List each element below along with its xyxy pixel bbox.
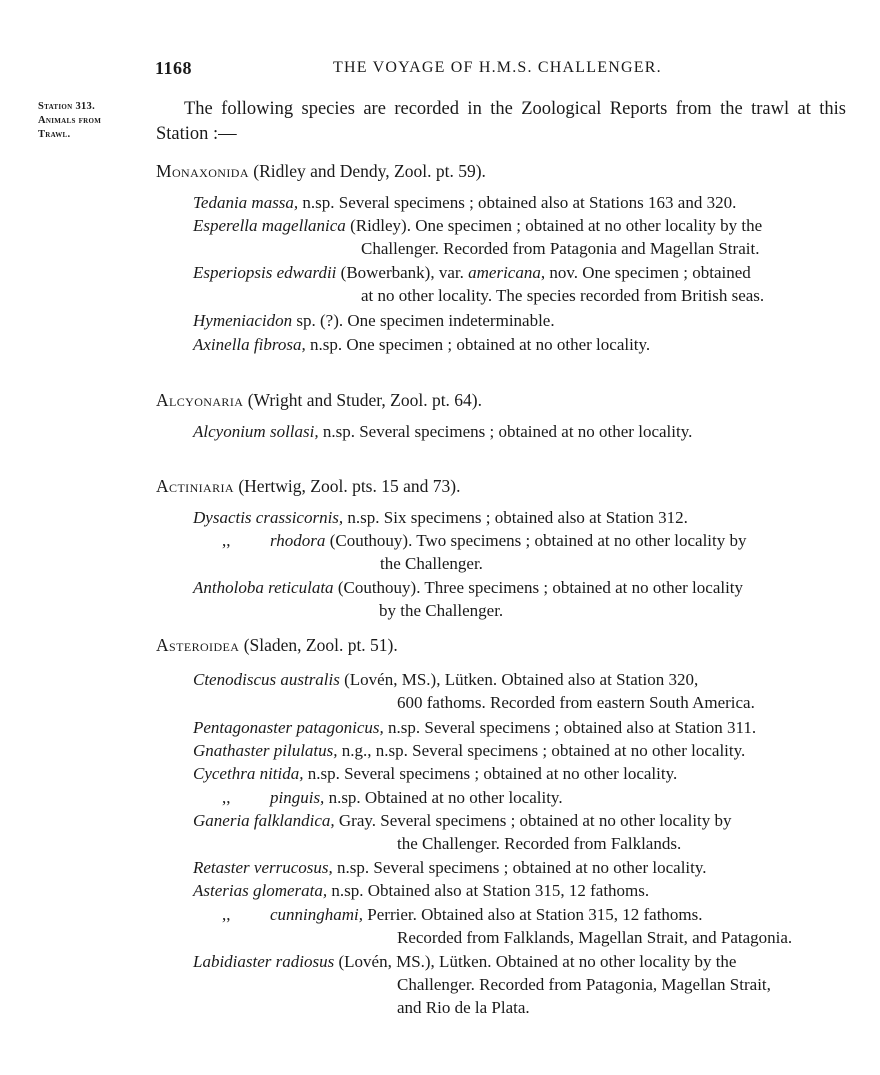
species-entry — [193, 950, 841, 1019]
species-note: n.sp. Several specimens ; obtained also at Station 311. — [383, 718, 757, 737]
species-entry — [193, 420, 841, 443]
species-note: (Lovén, MS.), Lütken. Obtained also at Station 320, — [339, 670, 699, 689]
species-name: Hymeniacidon — [193, 311, 293, 330]
species-note: n.sp. Several specimens ; obtained at no other locality. — [303, 764, 678, 783]
section-name: Actiniaria — [156, 476, 234, 496]
species-note: n.sp. One specimen ; obtained at no other locality. — [305, 335, 651, 354]
species-note-continuation: Challenger. Recorded from Patagonia and Magellan Strait. — [361, 239, 760, 258]
section-heading-actiniaria — [156, 475, 460, 498]
margin-note — [38, 100, 148, 142]
species-entry — [193, 856, 841, 879]
species-entry — [193, 716, 841, 739]
section-reference: (Hertwig, Zool. pts. 15 and 73). — [233, 476, 461, 496]
ditto-mark: ,, — [222, 788, 231, 807]
species-name: Retaster verrucosus, — [193, 858, 333, 877]
species-entry — [193, 214, 841, 260]
species-note: n.sp. Obtained at no other locality. — [324, 788, 563, 807]
species-note: (Lovén, MS.), Lütken. Obtained at no other locality by the — [334, 952, 737, 971]
species-name: Ganeria falklandica, — [193, 811, 335, 830]
species-entry — [193, 762, 841, 785]
species-note-continuation: at no other locality. The species recorded from British seas. — [361, 286, 765, 305]
species-note: , nov. One specimen ; obtained — [540, 263, 751, 282]
species-name: Pentagonaster patagonicus, — [193, 718, 384, 737]
species-note: (Couthouy). Two specimens ; obtained at no other locality by — [325, 531, 747, 550]
species-name: Ctenodiscus australis — [193, 670, 340, 689]
species-name: Dysactis crassicornis, — [193, 508, 344, 527]
species-note: n.sp. Several specimens ; obtained at no other locality. — [332, 858, 707, 877]
species-entry — [193, 261, 841, 307]
species-name: Esperella magellanica — [193, 216, 346, 235]
species-entry — [222, 529, 841, 575]
species-note-continuation: Challenger. Recorded from Patagonia, Magellan Strait, — [397, 975, 771, 994]
species-note: (Bowerbank), var. — [336, 263, 469, 282]
species-note: n.sp. Several specimens ; obtained at no other locality. — [318, 422, 693, 441]
species-note: n.g., n.sp. Several specimens ; obtained at no other locality. — [337, 741, 746, 760]
species-note: n.sp. Several specimens ; obtained also at Stations 163 and 320. — [298, 193, 737, 212]
species-note: Gray. Several specimens ; obtained at no other locality by — [334, 811, 732, 830]
section-heading-asteroidea — [156, 634, 398, 657]
ditto-mark: ,, — [222, 905, 231, 924]
section-reference: (Ridley and Dendy, Zool. pt. 59). — [248, 161, 486, 181]
margin-note-line: Trawl. — [38, 129, 71, 140]
species-entry — [193, 191, 841, 214]
section-name: Monaxonida — [156, 161, 249, 181]
margin-note-line: Animals from — [38, 115, 102, 126]
species-note: (Ridley). One specimen ; obtained at no other locality by the — [345, 216, 763, 235]
species-name: Esperiopsis edwardii — [193, 263, 337, 282]
species-name: rhodora — [270, 531, 326, 550]
species-note: n.sp. Six specimens ; obtained also at Station 312. — [343, 508, 688, 527]
species-name: pinguis, — [270, 788, 325, 807]
species-entry — [193, 333, 841, 356]
species-name: Cycethra nitida, — [193, 764, 304, 783]
species-name: Alcyonium sollasi, — [193, 422, 319, 441]
species-entry — [193, 576, 841, 622]
species-note-continuation: the Challenger. — [380, 554, 483, 573]
species-name: Axinella fibrosa, — [193, 335, 306, 354]
species-note-continuation: the Challenger. Recorded from Falklands. — [397, 834, 682, 853]
page-number: 1168 — [155, 58, 193, 78]
ditto-mark: ,, — [222, 531, 231, 550]
species-entry — [193, 809, 841, 855]
species-name: Antholoba reticulata — [193, 578, 334, 597]
species-note-continuation: by the Challenger. — [379, 601, 504, 620]
species-entry — [222, 786, 841, 809]
species-name: Labidiaster radiosus — [193, 952, 335, 971]
species-entry — [193, 739, 841, 762]
variety-name: americana — [468, 263, 541, 282]
section-heading-alcyonaria — [156, 389, 482, 412]
species-name: cunninghami, — [270, 905, 364, 924]
species-note: (Couthouy). Three specimens ; obtained at no other locality — [333, 578, 744, 597]
species-name: Gnathaster pilulatus, — [193, 741, 338, 760]
species-name: Asterias glomerata, — [193, 881, 328, 900]
section-name: Asteroidea — [156, 635, 240, 655]
species-note-continuation: 600 fathoms. Recorded from eastern South America. — [397, 693, 755, 712]
species-entry — [193, 309, 841, 332]
running-title: THE VOYAGE OF H.M.S. CHALLENGER. — [333, 59, 662, 76]
species-name: Tedania massa, — [193, 193, 299, 212]
species-note: n.sp. Obtained also at Station 315, 12 fathoms. — [327, 881, 650, 900]
species-note: sp. (?). One specimen indeterminable. — [292, 311, 555, 330]
section-name: Alcyonaria — [156, 390, 244, 410]
species-note: Perrier. Obtained also at Station 315, 12 fathoms. — [363, 905, 703, 924]
section-reference: (Sladen, Zool. pt. 51). — [239, 635, 398, 655]
species-entry — [193, 506, 841, 529]
species-note-continuation: Recorded from Falklands, Magellan Strait, and Patagonia. — [397, 928, 793, 947]
intro-paragraph: The following species are recorded in the Zoological Reports from the trawl at this Station :— — [156, 99, 846, 144]
section-reference: (Wright and Studer, Zool. pt. 64). — [243, 390, 483, 410]
species-note-continuation: and Rio de la Plata. — [397, 998, 530, 1017]
species-entry — [193, 668, 841, 714]
species-entry — [193, 879, 841, 902]
section-heading-monaxonida — [156, 160, 486, 183]
species-entry — [222, 903, 841, 949]
margin-note-line: Station 313. — [38, 101, 96, 112]
